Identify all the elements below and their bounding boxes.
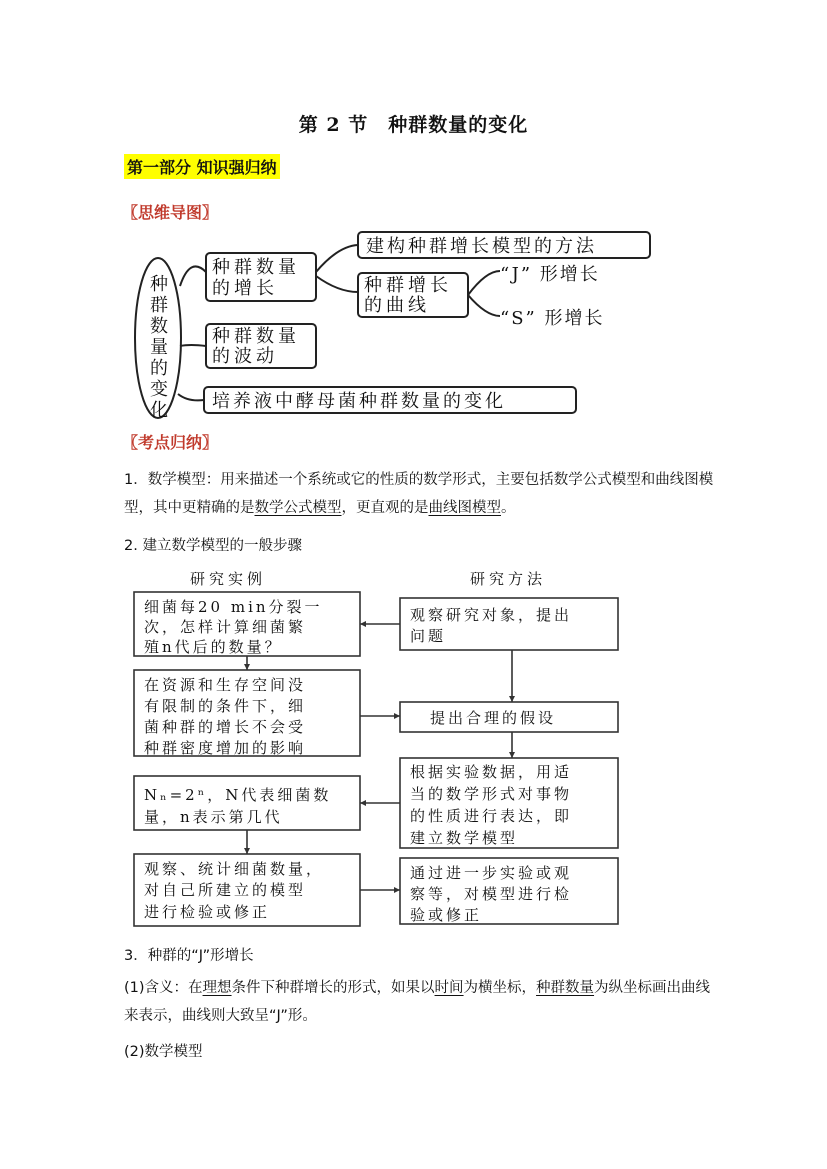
p1-text1: ：用来描述一个系统或它的性质的数学形式，主要包括数学公式模型和曲线图模型，其中更精确的是: [124, 472, 714, 516]
growth-line: 的增长: [212, 278, 278, 299]
left-2-line: 在资源和生存空间没: [144, 676, 307, 694]
left-2-line: 菌种群的增长不会受: [144, 718, 307, 736]
left-1-line: 次，怎样计算细菌繁: [144, 618, 307, 636]
paragraph-3: 3．种群的“J”形增长: [124, 948, 254, 964]
fluctuation-line: 种群数量: [212, 326, 300, 347]
p1-underline-1: 数学公式模型: [254, 500, 342, 516]
p31-underline-2: 时间: [434, 980, 464, 996]
right-3-line: 的性质进行表达，即: [410, 807, 573, 825]
p1-text2: ，更直观的是: [341, 500, 429, 516]
root-char: 的: [150, 358, 168, 379]
growth-line: 种群数量: [212, 257, 300, 278]
right-4-line: 验或修正: [410, 906, 483, 924]
right-3-line: 建立数学模型: [410, 829, 519, 847]
left-2-line: 有限制的条件下，细: [144, 697, 307, 715]
right-2-line: 提出合理的假设: [430, 709, 557, 727]
right-1-line: 问题: [410, 627, 447, 645]
flow-chart: [130, 566, 630, 932]
p31-prefix: (1)含义：在: [124, 980, 203, 996]
s-curve-label: “S” 形增长: [500, 308, 605, 329]
p31-text3: 为纵坐标画出曲线来表示，曲线则大致呈“J”形。: [124, 980, 711, 1024]
root-char: 化: [150, 400, 168, 421]
left-2-line: 种群密度增加的影响: [144, 739, 307, 757]
part-heading: 第一部分 知识强归纳: [124, 154, 280, 179]
left-1-line: 殖n代后的数量？: [144, 638, 283, 656]
j-curve-label: “J” 形增长: [500, 264, 600, 285]
right-4-line: 察等，对模型进行检: [410, 885, 573, 903]
root-char: 群: [150, 295, 168, 316]
right-3-line: 当的数学形式对事物: [410, 785, 573, 803]
left-4-line: 观察、统计细菌数量，: [144, 860, 325, 878]
root-char: 量: [150, 337, 168, 358]
left-3-line: Nₙ=2ⁿ，N代表细菌数: [144, 786, 332, 804]
p1-term: 数学模型: [147, 472, 206, 488]
p1-text3: 。: [501, 500, 516, 516]
root-char: 数: [150, 316, 168, 337]
exam-points-heading: 〖考点归纳〗: [122, 433, 219, 452]
left-header: 研究实例: [190, 570, 267, 588]
root-char: 变: [150, 379, 168, 400]
p31-text1: 条件下种群增长的形式，如果以: [231, 980, 435, 996]
mind-map-heading: 〖思维导图〗: [122, 203, 219, 222]
p1-underline-2: 曲线图模型: [428, 500, 501, 516]
paragraph-3-2: (2)数学模型: [124, 1044, 203, 1060]
fluctuation-line: 的波动: [212, 346, 278, 367]
paragraph-2: 2. 建立数学模型的一般步骤: [124, 538, 302, 554]
curve-line: 种群增长: [364, 275, 452, 296]
right-1-line: 观察研究对象，提出: [410, 606, 573, 624]
left-1-line: 细菌每20 min分裂一: [144, 598, 323, 616]
root-char: 种: [150, 274, 168, 295]
paragraph-1: [124, 466, 714, 522]
mind-map: [128, 226, 658, 422]
right-3-line: 根据实验数据，用适: [410, 763, 573, 781]
p31-underline-3: 种群数量: [536, 980, 595, 996]
p1-prefix: 1．: [124, 472, 148, 488]
method-label: 建构种群增长模型的方法: [366, 236, 597, 257]
right-4-line: 通过进一步实验或观: [410, 864, 573, 882]
right-header: 研究方法: [470, 570, 547, 588]
left-4-line: 对自己所建立的模型: [144, 881, 307, 899]
p31-text2: 为横坐标，: [463, 980, 537, 996]
curve-line: 的曲线: [364, 295, 430, 316]
paragraph-3-1: [124, 974, 714, 1030]
left-3-line: 量，n表示第几代: [144, 808, 283, 826]
left-4-line: 进行检验或修正: [144, 903, 271, 921]
yeast-label: 培养液中酵母菌种群数量的变化: [212, 391, 506, 412]
page-title: 第 2 节 种群数量的变化: [298, 114, 529, 136]
p31-underline-1: 理想: [202, 980, 232, 996]
